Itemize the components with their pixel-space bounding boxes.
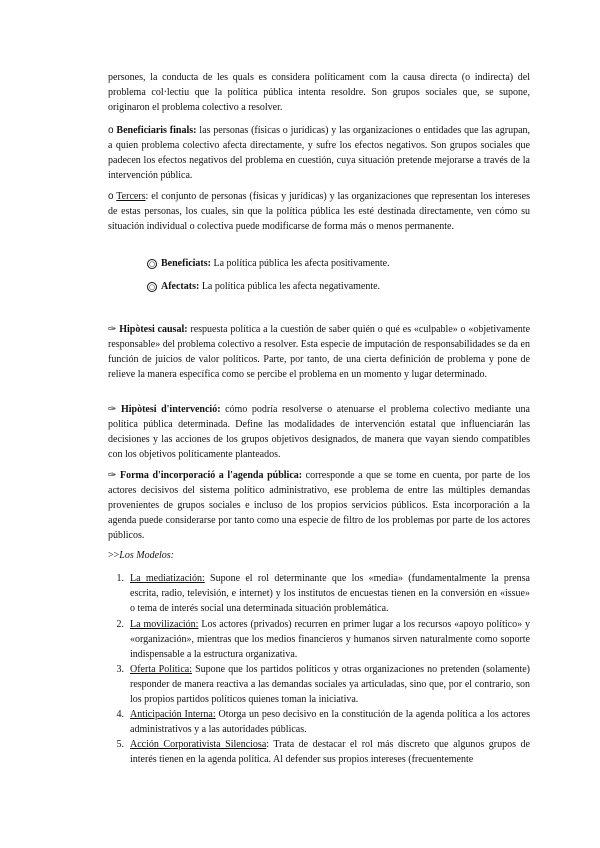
- paragraph-beneficiaris-finals: o Beneficiaris finals: las personas (físicas o jurídicas) y las organizaciones o entidades que las agrupan, a quien problema colectivo afecta directamente, y sufre los efectos negativos. Son grupos sociales que padecen los efectos negativos del problema en cuestión, cuya situación pretende mejorarse a través de la intervención pública.: [108, 125, 531, 181]
- term-afectats: Afectats:: [161, 281, 200, 292]
- term-hipotesi-causal: Hipòtesi causal:: [119, 324, 188, 335]
- heading-los-modelos: >>Los Modelos:: [108, 550, 175, 561]
- term-mediatizacion: La mediatización:: [130, 573, 205, 584]
- list-item: 4. Anticipación Interna: Otorga un peso decisivo en la constitución de la agenda política a los actores administrativos y a las autoridades públicas.: [116, 709, 530, 735]
- term-oferta-politica: Oferta Política:: [130, 664, 192, 675]
- paragraph-hipotesi-causal: ✑ Hipòtesi causal: respuesta política a la cuestión de saber quién o qué es «culpable» o «objetivamente responsable» del problema colectivo a resolver. Esta especie de imputación de responsabilidades se da en función de juicios de valor políticos. Parte, por tanto, de una cierta definición de problema y pone de relieve la manera específica como se percibe el problema en un momento y lugar determinado.: [108, 324, 531, 380]
- list-item: 1. La mediatización: Supone el rol determinante que los «media» (fundamentalmente la prensa escrita, radio, televisión, e internet) y los institutos de encuestas tienen en la conversión en «issue» o tema de interés social una determinada situación problemática.: [116, 573, 530, 614]
- list-item: 5. Acción Corporativista Silenciosa: Trata de destacar el rol más discreto que algunos grupos de interés tienen en la agenda política. Al defender sus propios intereses (frecuentemente: [116, 739, 530, 765]
- term-movilizacion: La movilización:: [130, 619, 199, 630]
- item-beneficiats: ○ Beneficiats: La política pública les afecta positivamente.: [148, 258, 390, 269]
- pen-icon: ✑: [108, 404, 117, 415]
- pen-icon: ✑: [108, 470, 117, 481]
- term-tercers: Tercers: [116, 191, 146, 202]
- pen-icon: ✑: [108, 324, 117, 335]
- term-beneficiats: Beneficiats:: [161, 258, 211, 269]
- list-item: 2. La movilización: Los actores (privados) recurren en primer lugar a los recursos «apoyo político» y «organización», mientras que los medios financieros y humanos sirven naturalmente como soporte indispensable a la estructura organizativa.: [116, 619, 530, 660]
- item-afectats: ○ Afectats: La política pública les afecta negativamente.: [148, 281, 381, 292]
- circle-bullet-icon: ○: [148, 259, 156, 268]
- term-hipotesi-intervencio: Hipòtesi d'intervenció:: [120, 404, 221, 415]
- paragraph-forma-incorporacio: ✑ Forma d'incorporació a l'agenda pública: corresponde a que se tome en cuenta, por parte de los actores decisivos del sistema político administrativo, ese problema de entre las múltiples demandas provenientes de grupos sociales e incluso de los propios servicios públicos. Esta incorporación a la agenda puede considerarse por tanto como una especie de filtro de los problemas por parte de los actores públicos.: [108, 470, 531, 541]
- bullet-o-icon: o: [108, 191, 114, 202]
- paragraph-hipotesi-intervencio: ✑ Hipòtesi d'intervenció: cómo podría resolverse o atenuarse el problema colectivo mediante una política pública determinada. Define las modalidades de intervención estatal que influenciarán las decisiones y las acciones de los grupos objetivos designados, de manera que vayan siendo compatibles con los objetivos políticamente planteados.: [108, 404, 530, 460]
- bullet-o-icon: o: [108, 125, 114, 136]
- circle-bullet-icon: ○: [148, 282, 156, 291]
- paragraph-causants: persones, la conducta de les quals es considera políticament com la causa directa (o indirecta) del problema col·lectiu que la política pública intenta resoldre. Son grupos sociales que, se supone, originaron el problema colectivo a resolver.: [108, 72, 530, 113]
- term-accion-corporativista: Acción Corporativista Silenciosa: [130, 739, 267, 750]
- list-item: 3. Oferta Política: Supone que los partidos políticos y otras organizaciones no pretenden (solamente) responder de manera reactiva a las demandas sociales ya articuladas, sino que, por el contrario, son los propios partidos políticos quienes toman la iniciativa.: [116, 664, 530, 705]
- term-beneficiaris-finals: Beneficiaris finals:: [116, 125, 197, 136]
- paragraph-tercers: o Tercers: el conjunto de personas (físicas y jurídicas) y las organizaciones que representan los intereses de estas personas, los cuales, sin que la política pública les esté destinada directamente, ven cómo su situación individual o colectiva puede modificarse de forma más o menos permanente.: [108, 191, 530, 232]
- term-forma-incorporacio: Forma d'incorporació a l'agenda pública:: [119, 470, 303, 481]
- term-anticipacion-interna: Anticipación Interna:: [130, 709, 216, 720]
